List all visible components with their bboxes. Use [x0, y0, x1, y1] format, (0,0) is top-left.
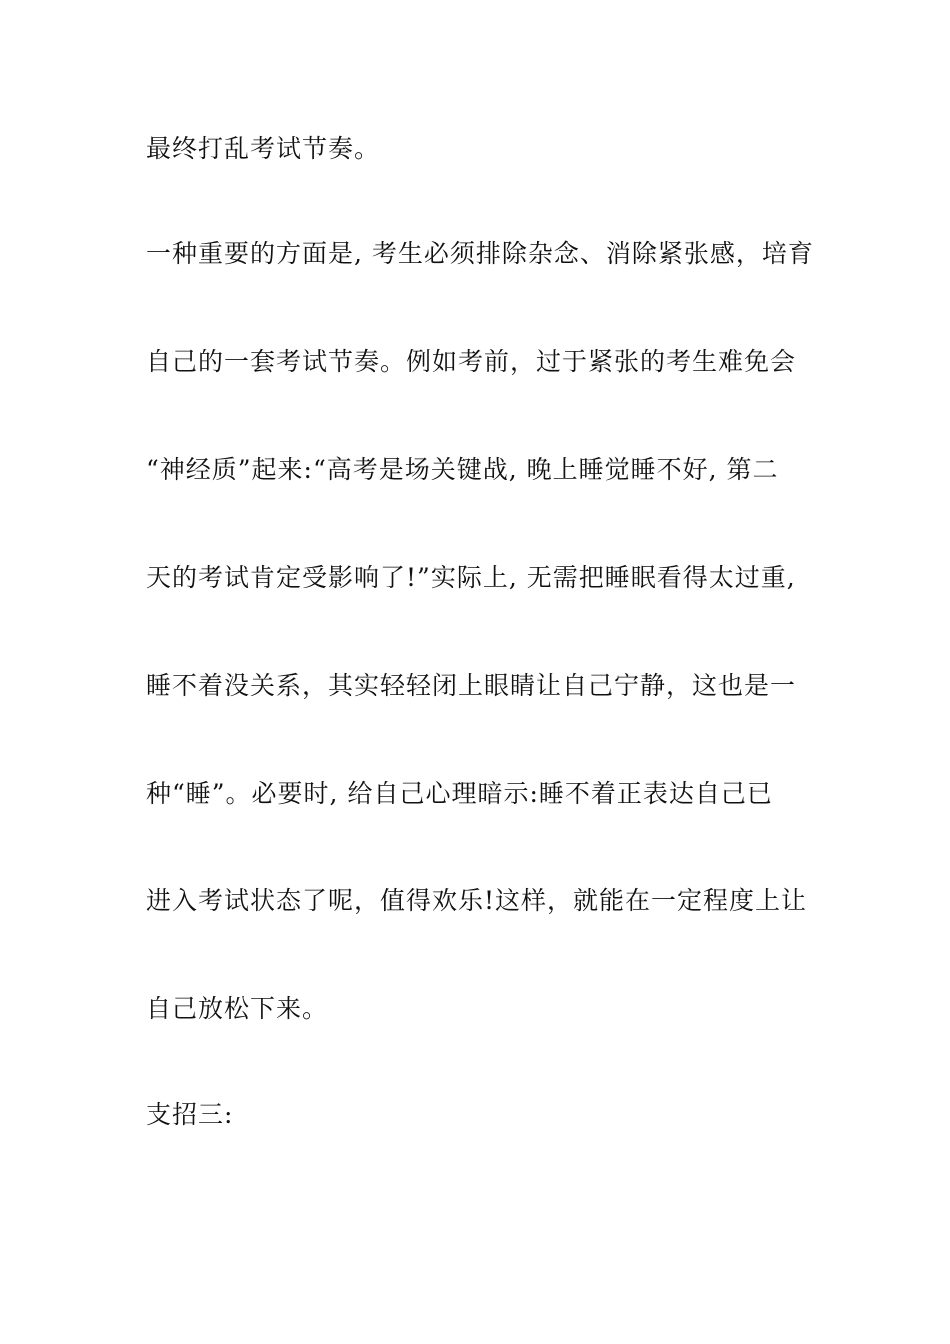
- paragraph-line: 种“睡”。必要时, 给自己心理暗示:睡不着正表达自己已: [146, 779, 773, 808]
- paragraph-line: 天的考试肯定受影响了!”实际上, 无需把睡眠看得太过重,: [146, 563, 796, 592]
- paragraph-line: 自己的一套考试节奏。例如考前，过于紧张的考生难免会: [146, 347, 797, 376]
- paragraph-line: 最终打乱考试节奏。: [146, 134, 381, 163]
- section-heading: 支招三:: [146, 1100, 234, 1129]
- paragraph-line: 睡不着没关系，其实轻轻闭上眼睛让自己宁静，这也是一: [146, 671, 797, 700]
- paragraph-line: “神经质”起来:“高考是场关键战, 晚上睡觉睡不好, 第二: [146, 455, 779, 484]
- paragraph-line: 一种重要的方面是, 考生必须排除杂念、消除紧张感，培育: [146, 239, 814, 268]
- paragraph-line: 自己放松下来。: [146, 994, 329, 1023]
- paragraph-line: 进入考试状态了呢，值得欢乐!这样，就能在一定程度上让: [146, 886, 808, 915]
